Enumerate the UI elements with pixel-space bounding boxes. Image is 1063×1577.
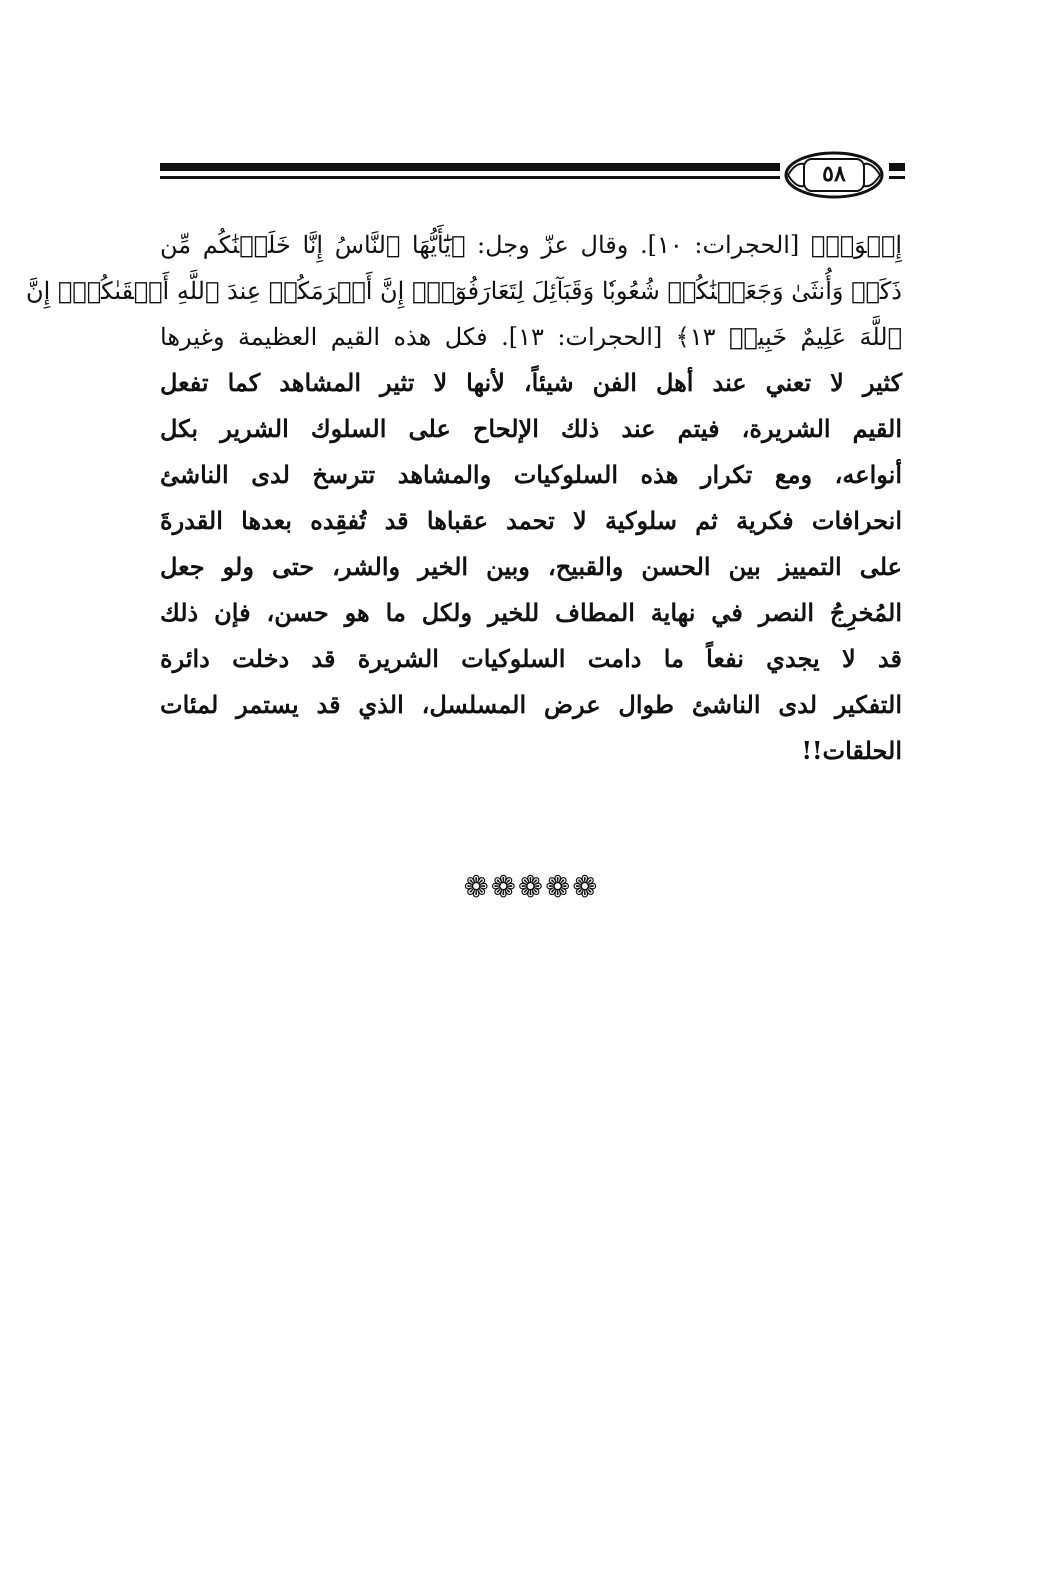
text-line-3: ٱللَّهَ عَلِيمٌ خَبِيرٞ ١٣﴾ [الحجرات: ١٣]. فكل هذه القيم العظيمة وغيرها (160, 323, 902, 351)
text-line-7: انحرافات فكرية ثم سلوكية لا تحمد عقباها قد تُفقِده بعدها القدرةَ (160, 506, 902, 535)
text-line-6: أنواعه، ومع تكرار هذه السلوكيات والمشاهد تترسخ لدى الناشئ (160, 460, 902, 489)
text-line-4: كثير لا تعني عند أهل الفن شيئاً، لأنها لا تثير المشاهد كما تفعل (160, 368, 902, 397)
page-header (160, 150, 905, 214)
text-line-9: المُخرِجُ النصر في نهاية المطاف للخير ولكل ما هو حسن، فإن ذلك (160, 598, 902, 627)
header-rule-tail (889, 163, 905, 185)
body-text (25, 222, 902, 774)
text-line-12: الحلقات!! (801, 736, 902, 765)
text-line-1: إِخۡوَةٞ﴾ [الحجرات: ١٠]. وقال عزّ وجل: ﴿يَٰٓأَيُّهَا ٱلنَّاسُ إِنَّا خَلَقۡنَٰكُم مِّن (160, 231, 902, 259)
page-number-ornament (782, 150, 886, 200)
header-double-rule (160, 163, 780, 185)
page-number: ٥٨ (822, 161, 846, 187)
section-separator-ornament: ❁❁❁❁❁ (463, 870, 600, 905)
text-line-5: القيم الشريرة، فيتم عند ذلك الإلحاح على السلوك الشرير بكل (160, 414, 902, 443)
text-line-10: قد لا يجدي نفعاً ما دامت السلوكيات الشريرة قد دخلت دائرة (160, 644, 902, 673)
text-line-2: ذَكَرٖ وَأُنثَىٰ وَجَعَلۡنَٰكُمۡ شُعُوبٗا وَقَبَآئِلَ لِتَعَارَفُوٓاْۚ إِنَّ أَكۡرَمَكُمۡ عِندَ ٱللَّهِ أَتۡقَىٰكُمۡۚ إِنَّ (25, 277, 902, 305)
text-line-11: التفكير لدى الناشئ طوال عرض المسلسل، الذي قد يستمر لمئات (160, 690, 902, 719)
text-line-8: على التمييز بين الحسن والقبيح، وبين الخير والشر، حتى ولو جعل (160, 552, 902, 581)
